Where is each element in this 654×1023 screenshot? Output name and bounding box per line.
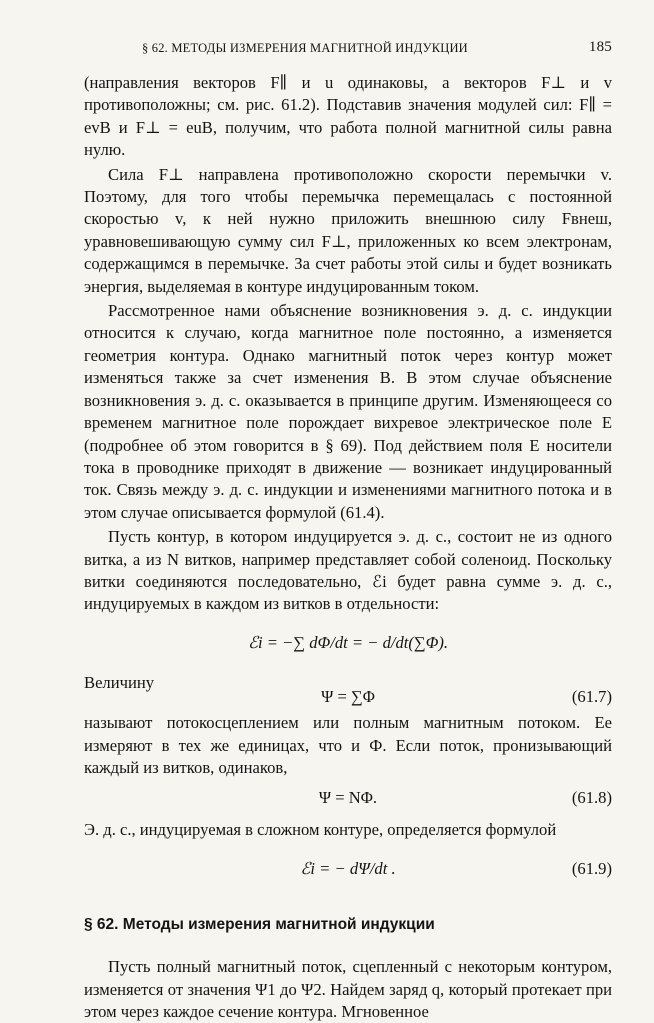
paragraph-5-lead: Величину (84, 672, 154, 692)
page-number: 185 (588, 39, 612, 55)
equation-number-61-9: (61.9) (571, 858, 612, 878)
formula-61-9 (84, 852, 612, 892)
paragraph-1: (направления векторов F∥ и u одинаковы, а векторов F⊥ и v противоположны; см. рис. 61.2). Подставив значения модулей сил: F∥ = evB и F⊥ = euB, получим, что работа полной магнитной силы равна нулю. (84, 73, 612, 160)
paragraph-6: называют потокосцеплением или полным магнитным потоком. Ее измеряют в тех же единицах, что и Ф. Если поток, пронизывающий каждый из витков, одинаков, (84, 713, 612, 777)
formula-emf-sum (84, 624, 612, 668)
section-heading: § 62. Методы измерения магнитной индукции (84, 915, 435, 933)
paragraph-8: Пусть полный магнитный поток, сцепленный с некоторым контуром, изменяется от значения Ψ1 до Ψ2. Найдем заряд q, который протекает при этом через каждое сечение контура. Мгновенное (84, 957, 612, 1021)
formula-61-8-text: Ψ = NΦ. (318, 788, 378, 808)
formula-emf-sum-text: ℰi = −∑ dΦ/dt = − d/dt(∑Φ). (247, 632, 449, 652)
formula-61-7-text: Ψ = ∑Φ (321, 687, 375, 707)
equation-number-61-7: (61.7) (571, 687, 612, 707)
equation-number-61-8: (61.8) (571, 788, 612, 808)
paragraph-2: Сила F⊥ направлена противоположно скорости перемычки v. Поэтому, для того чтобы перемычка перемещалась с постоянной скоростью v, к ней нужно приложить внешнюю силу Fвнеш, уравновешивающую сумму сил F⊥, приложенных ко всем электронам, содержащимся в перемычке. За счет работы этой силы и будет возникать энергия, выделяемая в контуре индуцированным током. (84, 164, 612, 296)
page-body (84, 72, 612, 1023)
paragraph-3: Рассмотренное нами объяснение возникновения э. д. с. индукции относится к случаю, когда магнитное поле постоянно, а изменяется геометрия контура. Однако магнитный поток через контур может изменяться также за счет изменения B. В этом случае объяснение возникновения э. д. с. оказывается в принципе другим. Изменяющееся со временем магнитное поле порождает вихревое электрическое поле E (подробнее об этом говорится в § 69). Под действием поля E носители тока в проводнике приходят в движение — возникает индуцированный ток. Связь между э. д. с. индукции и изменениями магнитного потока и в этом случае описывается формулой (61.4). (84, 301, 612, 522)
formula-61-9-text: ℰi = − dΨ/dt . (300, 858, 396, 878)
header-title: § 62. МЕТОДЫ ИЗМЕРЕНИЯ МАГНИТНОЙ ИНДУКЦИИ (142, 41, 468, 55)
paragraph-7: Э. д. с., индуцируемая в сложном контуре, определяется формулой (84, 820, 557, 840)
formula-61-8 (84, 785, 612, 819)
formula-61-7 (84, 682, 612, 712)
paragraph-4: Пусть контур, в котором индуцируется э. д. с., состоит не из одного витка, а из N витков, например представляет собой соленоид. Поскольку витки соединяются последовательно, ℰi будет равна сумме э. д. с., индуцируемых в каждом из витков в отдельности: (84, 527, 612, 614)
